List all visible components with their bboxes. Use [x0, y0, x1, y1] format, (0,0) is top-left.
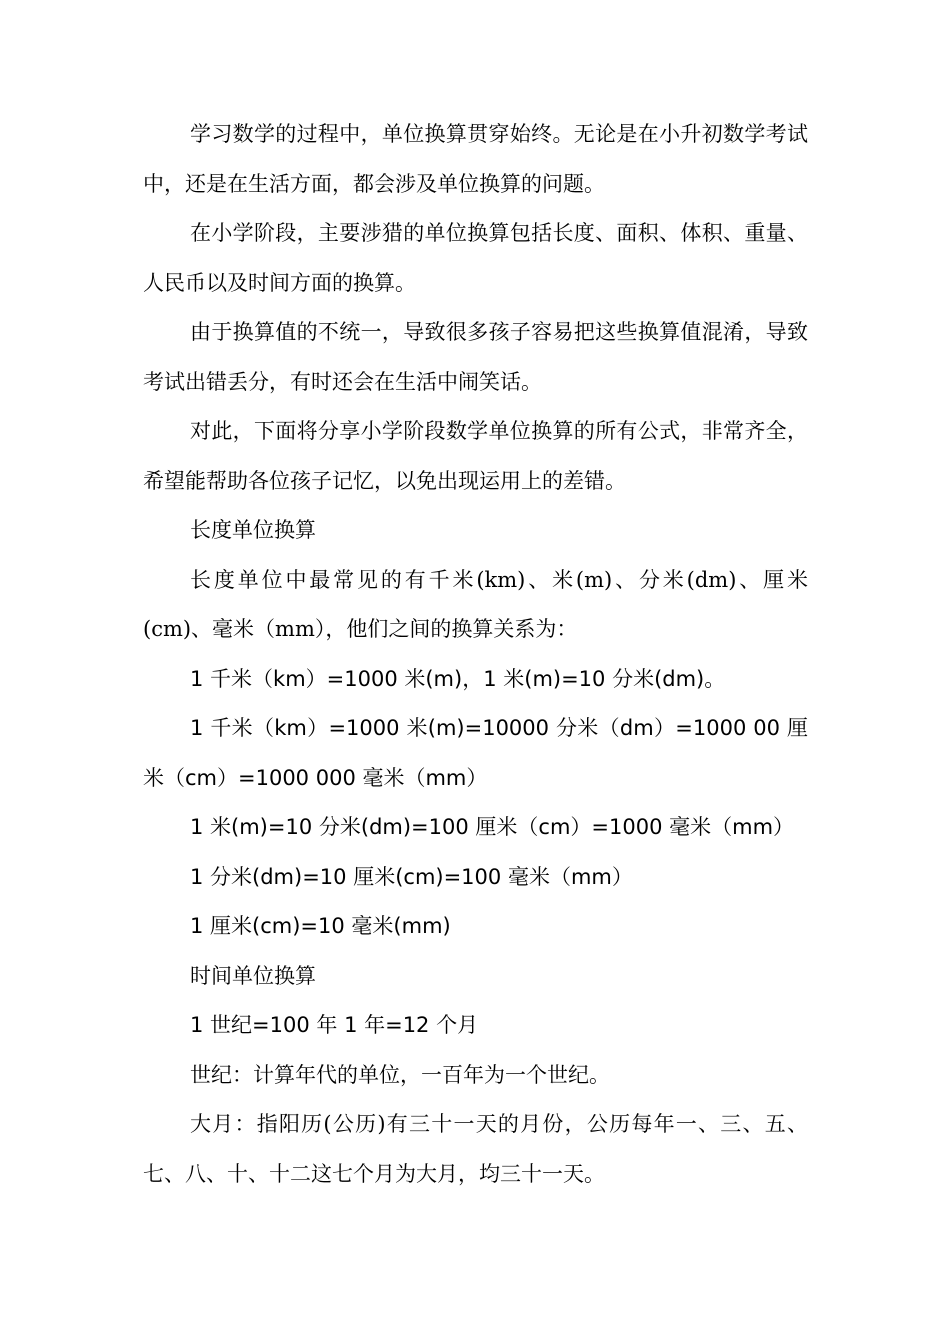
formula-m-chain: 1 米(m)=10 分米(dm)=100 厘米（cm）=1000 毫米（mm）	[190, 815, 795, 839]
formula-km-chain: 1 千米（km）=1000 米(m)=10000 分米（dm）=1000 00 厘米（cm）=1000 000 毫米（mm）	[143, 716, 808, 790]
formula-century-year: 1 世纪=100 年 1 年=12 个月	[190, 1013, 479, 1037]
heading-length-conversion: 长度单位换算	[190, 518, 316, 542]
heading-time-conversion: 时间单位换算	[190, 963, 316, 988]
paragraph-scope: 在小学阶段，主要涉猎的单位换算包括长度、面积、体积、重量、人民币以及时间方面的换算。	[143, 221, 808, 295]
document-body	[143, 110, 808, 1199]
paragraph-length-units: 长度单位中最常见的有千米(km)、米(m)、分米(dm)、厘米(cm)、毫米（mm），他们之间的换算关系为：	[143, 567, 808, 641]
paragraph-long-month-definition: 大月：指阳历(公历)有三十一天的月份，公历每年一、三、五、七、八、十、十二这七个月为大月，均三十一天。	[143, 1112, 808, 1186]
formula-cm-mm: 1 厘米(cm)=10 毫米(mm)	[190, 914, 451, 938]
paragraph-confusion: 由于换算值的不统一，导致很多孩子容易把这些换算值混淆，导致考试出错丢分，有时还会在生活中闹笑话。	[143, 320, 808, 394]
paragraph-purpose: 对此，下面将分享小学阶段数学单位换算的所有公式，非常齐全，希望能帮助各位孩子记忆，以免出现运用上的差错。	[143, 419, 808, 493]
formula-km-m-dm: 1 千米（km）=1000 米(m)，1 米(m)=10 分米(dm)。	[190, 666, 726, 691]
formula-dm-chain: 1 分米(dm)=10 厘米(cm)=100 毫米（mm）	[190, 864, 633, 889]
paragraph-intro: 学习数学的过程中，单位换算贯穿始终。无论是在小升初数学考试中，还是在生活方面，都会涉及单位换算的问题。	[143, 122, 808, 196]
paragraph-century-definition: 世纪：计算年代的单位，一百年为一个世纪。	[190, 1062, 610, 1087]
